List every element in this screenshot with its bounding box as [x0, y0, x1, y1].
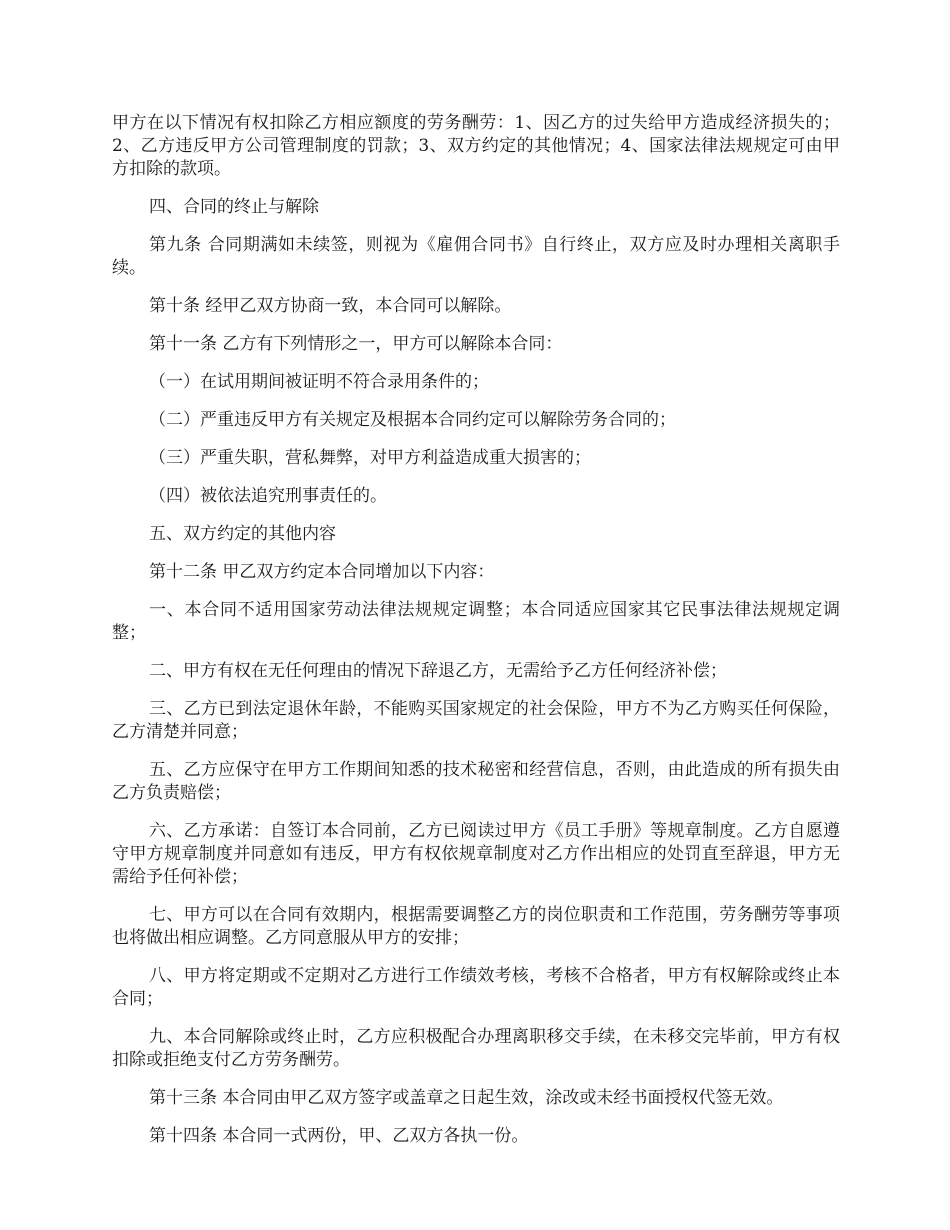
- article-12-clause-2: 二、甲方有权在无任何理由的情况下辞退乙方，无需给予乙方任何经济补偿；: [149, 661, 727, 681]
- article-12: 第十二条 甲乙双方约定本合同增加以下内容：: [149, 562, 495, 582]
- article-12-clause-1: 一、本合同不适用国家劳动法律法规规定调整；本合同适应国家其它民事法律法规规定调整；: [112, 600, 840, 643]
- document-body: [112, 112, 840, 1163]
- article-11-item-2: （二）严重违反甲方有关规定及根据本合同约定可以解除劳务合同的；: [149, 410, 676, 430]
- article-12-clause-5: 五、乙方应保守在甲方工作期间知悉的技术秘密和经营信息，否则，由此造成的所有损失由乙方负责赔偿；: [112, 760, 840, 803]
- article-11-item-1: （一）在试用期间被证明不符合录用条件的；: [149, 372, 489, 392]
- article-10: 第十条 经甲乙双方协商一致，本合同可以解除。: [149, 296, 512, 316]
- article-12-clause-7: 七、甲方可以在合同有效期内，根据需要调整乙方的岗位职责和工作范围，劳务酬劳等事项也将做出相应调整。乙方同意服从甲方的安排；: [112, 905, 840, 948]
- section-heading-other-terms: 五、双方约定的其他内容: [149, 524, 336, 544]
- article-12-clause-3: 三、乙方已到法定退休年龄，不能购买国家规定的社会保险，甲方不为乙方购买任何保险，乙方清楚并同意；: [112, 699, 840, 742]
- paragraph-deduction-terms: 甲方在以下情况有权扣除乙方相应额度的劳务酬劳：1、因乙方的过失给甲方造成经济损失的；2、乙方违反甲方公司管理制度的罚款；3、双方约定的其他情况；4、国家法律法规规定可由甲方扣除的款项。: [112, 113, 840, 179]
- article-11-item-4: （四）被依法追究刑事责任的。: [149, 486, 387, 506]
- article-12-clause-8: 八、甲方将定期或不定期对乙方进行工作绩效考核，考核不合格者，甲方有权解除或终止本合同；: [112, 966, 840, 1009]
- article-14: 第十四条 本合同一式两份，甲、乙双方各执一份。: [149, 1126, 529, 1146]
- article-11-item-3: （三）严重失职，营私舞弊，对甲方利益造成重大损害的；: [149, 448, 591, 468]
- article-11: 第十一条 乙方有下列情形之一，甲方可以解除本合同：: [149, 334, 563, 354]
- article-13: 第十三条 本合同由甲乙双方签字或盖章之日起生效，涂改或未经书面授权代签无效。: [149, 1088, 784, 1108]
- article-9: 第九条 合同期满如未续签，则视为《雇佣合同书》自行终止，双方应及时办理相关离职手续。: [112, 235, 840, 278]
- section-heading-termination: 四、合同的终止与解除: [149, 197, 319, 217]
- article-12-clause-9: 九、本合同解除或终止时，乙方应积极配合办理离职移交手续，在未移交完毕前，甲方有权扣除或拒绝支付乙方劳务酬劳。: [112, 1027, 840, 1070]
- article-12-clause-6: 六、乙方承诺：自签订本合同前，乙方已阅读过甲方《员工手册》等规章制度。乙方自愿遵守甲方规章制度并同意如有违反，甲方有权依规章制度对乙方作出相应的处罚直至辞退，甲方无需给予任何补偿；: [112, 821, 840, 887]
